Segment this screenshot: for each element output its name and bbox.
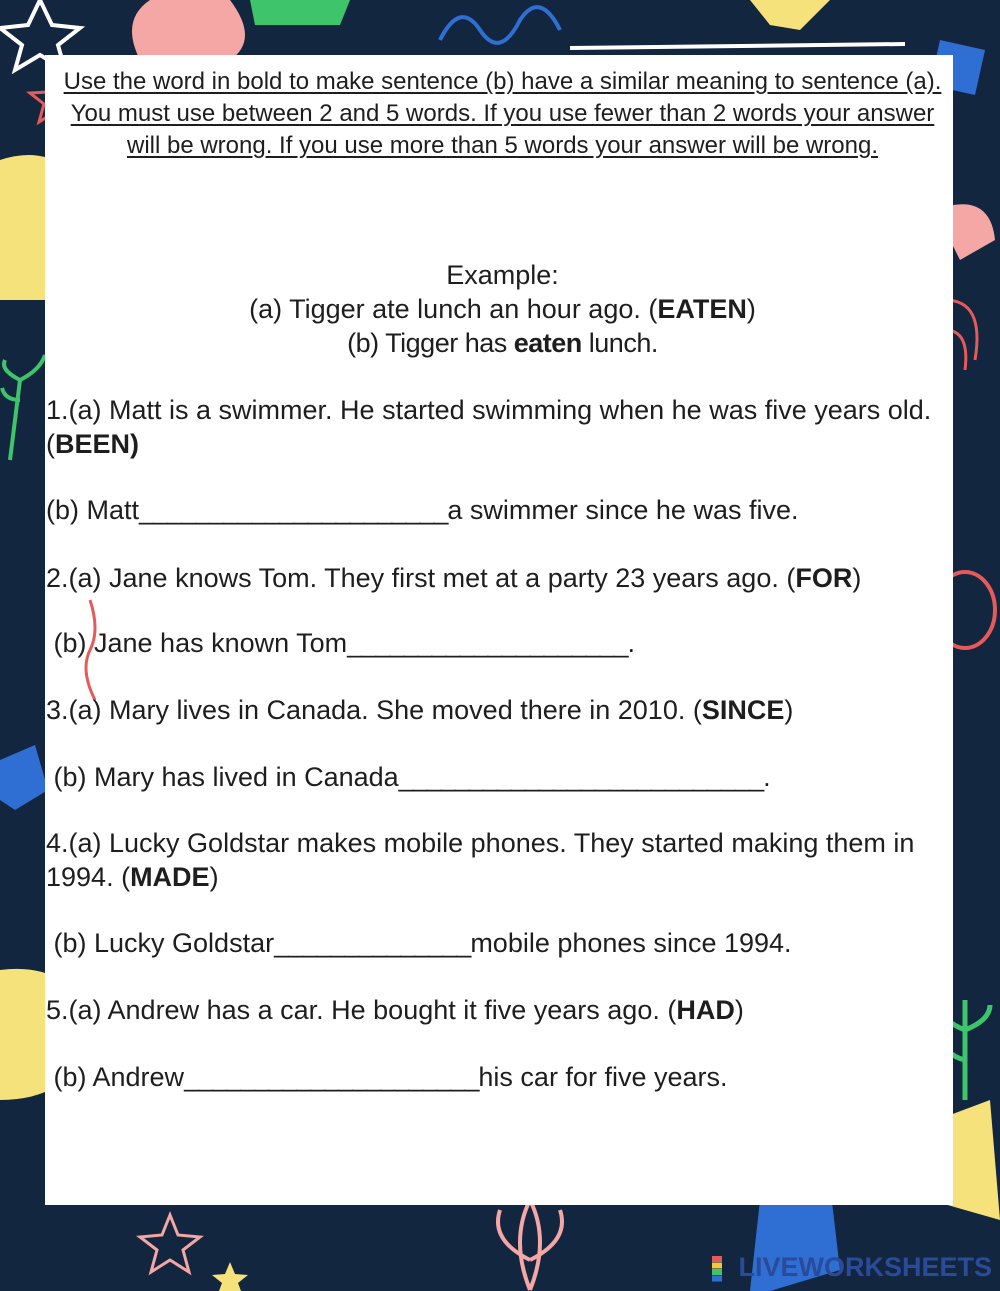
question-5-answer-blank[interactable]: _____________________ (184, 1062, 479, 1092)
question-4-b-before: (b) Lucky Goldstar (46, 928, 275, 958)
question-4-sentence-b (46, 926, 951, 960)
question-3-b-after: . (763, 762, 771, 792)
instruction-line-2: You must use between 2 and 5 words. If you use fewer than 2 words your answer will be wrong. If you use more than 5 words your answer will be wrong. (70, 100, 935, 159)
question-5-b-before: (b) Andrew (46, 1062, 185, 1092)
question-2-sentence-b (46, 626, 951, 660)
question-5-sentence-a (46, 993, 951, 1027)
example-block (55, 258, 950, 360)
example-sentence-b (55, 326, 950, 360)
question-4-sentence-a (46, 826, 951, 894)
question-5-keyword: HAD (676, 995, 735, 1025)
question-2-sentence-a (46, 561, 951, 595)
question-5-text: 5.(a) Andrew has a car. He bought it five years ago. ( (46, 995, 677, 1025)
question-3-close: ) (784, 695, 794, 725)
question-1-b-before: (b) Matt (46, 495, 140, 525)
question-3-text: 3.(a) Mary lives in Canada. She moved there in 2010. ( (46, 695, 702, 725)
question-3-answer-blank[interactable]: __________________________ (398, 762, 764, 792)
question-3-sentence-a (46, 693, 951, 727)
question-1-sentence-b (46, 493, 951, 527)
question-3-keyword: SINCE (701, 695, 785, 725)
liveworksheets-watermark (712, 1252, 992, 1283)
question-3-sentence-b (46, 760, 951, 794)
instruction-line-1: Use the word in bold to make sentence (b) have a similar meaning to sentence (a). (63, 68, 942, 95)
question-4-keyword: MADE (130, 862, 210, 892)
question-4-answer-blank[interactable]: ______________ (274, 928, 471, 958)
question-2-text: 2.(a) Jane knows Tom. They first met at a party 23 years ago. ( (46, 563, 796, 593)
liveworksheets-logo-icon (712, 1256, 734, 1282)
instructions (55, 66, 950, 162)
question-5-close: ) (734, 995, 744, 1025)
watermark-text: LIVEWORKSHEETS (738, 1252, 992, 1282)
example-sentence-a (55, 292, 950, 326)
question-2-b-after: . (627, 628, 635, 658)
example-b-keyword: eaten (513, 328, 582, 358)
question-5-sentence-b (46, 1060, 951, 1094)
example-a-close: ) (746, 294, 756, 324)
question-1-b-after: a swimmer since he was five. (447, 495, 799, 525)
example-b-text: (b) Tigger has (347, 328, 514, 358)
question-5-b-after: his car for five years. (478, 1062, 728, 1092)
question-2-close: ) (852, 563, 862, 593)
question-4-text: 4.(a) Lucky Goldstar makes mobile phones. They started making them in 1994. ( (46, 828, 915, 892)
question-1-sentence-a (46, 393, 951, 461)
question-1-text: 1.(a) Matt is a swimmer. He started swimming when he was five years old. ( (46, 395, 932, 459)
question-4-b-after: mobile phones since 1994. (470, 928, 792, 958)
question-1-answer-blank[interactable]: ______________________ (139, 495, 448, 525)
example-a-text: (a) Tigger ate lunch an hour ago. ( (249, 294, 658, 324)
question-4-close: ) (209, 862, 219, 892)
question-1-keyword: BEEN) (55, 429, 140, 459)
example-label: Example: (446, 260, 559, 290)
question-2-keyword: FOR (795, 563, 853, 593)
example-b-end: lunch. (581, 328, 658, 358)
question-2-b-before: (b) Jane has known Tom (46, 628, 348, 658)
question-3-b-before: (b) Mary has lived in Canada (46, 762, 399, 792)
example-a-keyword: EATEN (657, 294, 747, 324)
question-2-answer-blank[interactable]: ____________________ (347, 628, 628, 658)
